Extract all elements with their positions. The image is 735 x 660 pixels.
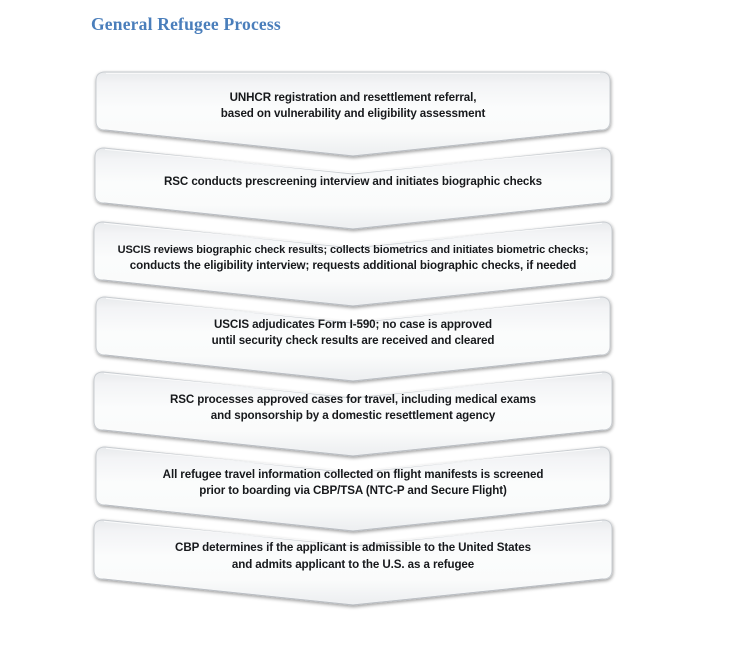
step-label-line: USCIS reviews biographic check results; collects biometrics and initiates biometric checks; — [117, 243, 589, 256]
step-label-line: CBP determines if the applicant is admissible to the United States — [175, 541, 531, 554]
step-label-line: All refugee travel information collected on flight manifests is screened — [162, 467, 544, 481]
page-title: General Refugee Process — [91, 14, 281, 34]
step-label-line: prior to boarding via CBP/TSA (NTC-P and Secure Flight) — [199, 484, 507, 497]
process-step-7-cbp-admission — [94, 520, 612, 613]
step-label-line: RSC processes approved cases for travel, including medical exams — [169, 392, 537, 406]
step-label-line: RSC conducts prescreening interview and initiates biographic checks — [164, 175, 542, 189]
step-label-line: and sponsorship by a domestic resettlement agency — [210, 409, 496, 422]
step-label-line: until security check results are received and cleared — [211, 334, 495, 347]
step-label-line: UNHCR registration and resettlement referral, — [229, 90, 477, 104]
step-label-line: conducts the eligibility interview; requests additional biographic checks, if needed — [129, 259, 577, 272]
step-label-line: based on vulnerability and eligibility assessment — [220, 107, 486, 120]
step-label-line: USCIS adjudicates Form I-590; no case is approved — [214, 317, 492, 331]
step-label-line: and admits applicant to the U.S. as a refugee — [231, 557, 475, 571]
step-shape — [94, 520, 612, 613]
